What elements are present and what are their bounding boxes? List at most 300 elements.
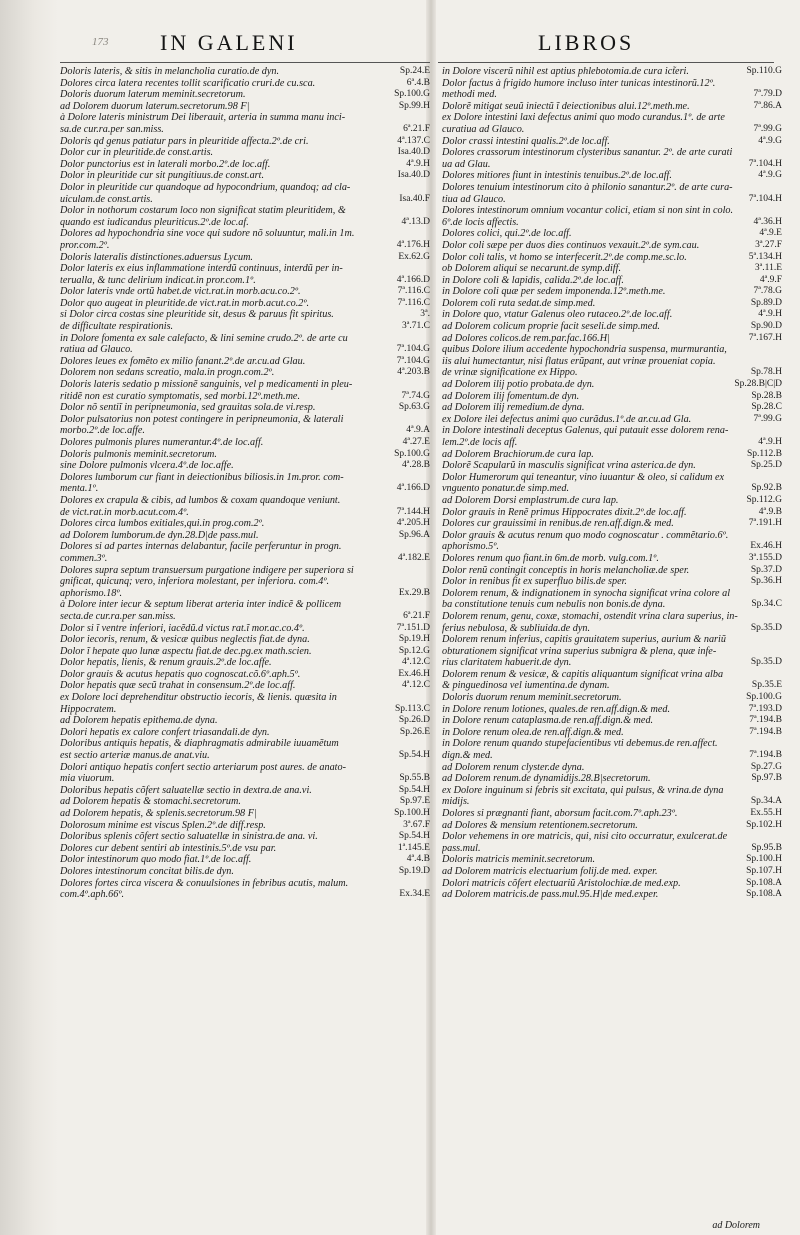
entry-text: Dolores intestinorum concitat bilis.de dyn. xyxy=(60,865,234,877)
index-entry-line xyxy=(442,402,782,414)
index-entry-line xyxy=(60,762,430,774)
entry-text: Dolor intestinorum quo modo fiat.1º.de loc.aff. xyxy=(60,854,252,866)
entry-text: ad Dolorem ilij potio probata.de dyn. xyxy=(442,379,595,391)
index-entry-line xyxy=(442,785,782,797)
entry-text: Dolori hepatis ex calore confert triasandali.de dyn. xyxy=(60,726,270,738)
entry-text: Dolores fortes circa viscera & conuulsiones in febribus acutis, malum. xyxy=(60,877,349,889)
index-entry-line xyxy=(60,414,430,426)
index-entry-line xyxy=(442,530,782,542)
index-entry-line xyxy=(60,402,430,414)
entry-text: à Dolore lateris ministrum Dei liberauit, arteria in summa manu inci- xyxy=(60,112,346,124)
entry-reference: Sp.28.C xyxy=(751,402,782,413)
entry-reference: Sp.89.D xyxy=(750,297,782,308)
index-entry-line xyxy=(442,634,782,646)
entry-reference: Ex.29.B xyxy=(398,587,430,598)
entry-reference: Ex.34.E xyxy=(399,889,430,900)
entry-reference: Sp.99.H xyxy=(398,100,430,111)
entry-text: Dolor coli talis, vt homo se interfecerit.2º.de comp.me.sc.lo. xyxy=(442,251,687,263)
index-entry-line xyxy=(442,657,782,669)
entry-text: Dolores pulmonis plures numerantur.4º.de loc.aff. xyxy=(60,437,264,448)
entry-text: in Dolore quo, vtatur Galenus oleo rutaceo.2º.de loc.aff. xyxy=(442,309,673,321)
entry-reference: 4ª.36.H xyxy=(753,216,782,227)
entry-text: Dolor punctorius est in laterali morbo.2º.de loc.aff. xyxy=(60,158,271,170)
index-entry-line xyxy=(442,820,782,832)
index-entry-line xyxy=(60,866,430,878)
entry-text: ad Dolores colicos.de rem.par.fac.166.H| xyxy=(442,332,610,344)
entry-reference: Sp.54.H xyxy=(398,831,430,842)
index-entry-line xyxy=(442,889,782,901)
entry-text: Dolor factus à frigido humore incluso inter tunicas intestinorũ.12º. xyxy=(442,77,716,89)
index-entry-line xyxy=(60,425,430,437)
entry-reference: Sp.110.G xyxy=(746,66,782,76)
index-entry-line xyxy=(442,831,782,843)
entry-text: rius claritatem habuerit.de dyn. xyxy=(442,657,572,669)
entry-text: Doloris qd genus patiatur pars in pleuritide affecta.2º.de cri. xyxy=(60,135,309,147)
entry-text: lem.2º.de locis aff. xyxy=(442,437,518,448)
entry-reference: Ex.62.G xyxy=(398,251,430,262)
index-entry-line xyxy=(60,344,430,356)
entry-text: vnguento ponatur.de simp.med. xyxy=(442,483,570,495)
index-entry-line xyxy=(60,831,430,843)
index-column-right xyxy=(442,66,782,901)
entry-reference: Sp.100.H xyxy=(394,808,430,818)
index-entry-line xyxy=(442,194,782,206)
index-entry-line xyxy=(442,518,782,530)
entry-text: ferius nebulosa, & subliuida.de dyn. xyxy=(442,622,590,634)
entry-reference: Sp.90.D xyxy=(750,321,782,332)
entry-reference: 4ª.166.D xyxy=(396,274,430,285)
index-entry-line xyxy=(442,159,782,171)
entry-text: curatiua ad Glauco. xyxy=(442,123,525,135)
index-entry-line xyxy=(60,657,430,669)
index-entry-line xyxy=(60,298,430,310)
entry-text: uiculam.de const.artis. xyxy=(60,193,153,205)
entry-text: quando est iudicandus pleuriticus.2º.de loc.af. xyxy=(60,216,249,228)
entry-text: Dolores leues ex fomẽto ex milio fanant.2º.de ar.cu.ad Glau. xyxy=(60,355,306,367)
entry-text: est sectio arteriæ manus.de anat.viu. xyxy=(60,750,210,762)
entry-reference: 7ª.193.D xyxy=(748,703,782,714)
entry-text: Dolor lateris ex eius inflammatione interdũ continuus, interdũ per in- xyxy=(60,263,343,275)
entry-text: gnificat, quicunq; vero, inferiora molestant, per inferiora. com.4º. xyxy=(60,576,330,588)
entry-text: methodi med. xyxy=(442,89,497,101)
index-entry-line xyxy=(60,159,430,171)
entry-reference: Sp.28.B xyxy=(751,390,782,401)
entry-text: Dolor in pleuritide cur quandoque ad hypocondrium, quandoq; ad cla- xyxy=(60,181,351,193)
entry-reference: 3ª.71.C xyxy=(402,321,430,332)
index-entry-line xyxy=(442,495,782,507)
entry-reference: 4ª.9.G xyxy=(758,135,782,146)
index-entry-line xyxy=(442,715,782,727)
entry-text: Dolores si prægnanti fiant, aborsum facit.com.7º.aph.23º. xyxy=(442,808,678,819)
entry-reference: Ex.46.H xyxy=(398,668,430,679)
index-entry-line xyxy=(60,333,430,345)
entry-text: Dolor iecoris, renum, & vesicæ quibus neglectis fiat.de dyna. xyxy=(60,634,310,646)
entry-reference: 1ª.145.E xyxy=(397,842,430,853)
entry-reference: 7ª.79.D xyxy=(753,89,782,100)
entry-text: ad Dolorem matricis.de pass.mul.95.H|de med.exper. xyxy=(442,889,659,901)
entry-text: Doloris lateris, & sitis in melancholia curatio.de dyn. xyxy=(60,66,280,77)
entry-reference: Sp.108.A xyxy=(746,889,782,900)
index-entry-line xyxy=(60,379,430,391)
index-entry-line xyxy=(442,367,782,379)
entry-text: ad Dolorem renum.de dynamidijs.28.B|secretorum. xyxy=(442,773,651,785)
entry-text: quibus Dolore ilium accedente hypochondria suspensa, murmurantia, xyxy=(442,344,727,356)
index-entry-line xyxy=(60,112,430,124)
index-entry-line xyxy=(60,252,430,264)
index-entry-line xyxy=(442,773,782,785)
index-entry-line xyxy=(60,576,430,588)
entry-text: Dolores lumborum cur fiant in deiectionibus biliosis.in 1m.pror. com- xyxy=(60,471,344,483)
entry-text: commen.3º. xyxy=(60,552,108,564)
entry-reference: Sp.100.G xyxy=(746,692,782,703)
entry-text: Dolor cur in pleuritide.de const.artis. xyxy=(60,147,214,159)
entry-text: ad Dolorem colicum proprie facit seseli.de simp.med. xyxy=(442,321,660,333)
index-entry-line xyxy=(60,565,430,577)
entry-text: ad Dolorem lumborum.de dyn.28.D|de pass.mul. xyxy=(60,529,259,541)
entry-reference: 4ª.9.A xyxy=(406,425,430,436)
index-entry-line xyxy=(442,298,782,310)
index-entry-line xyxy=(442,796,782,808)
entry-text: in Dolore intestinali deceptus Galenus, qui putauit esse dolorem rena- xyxy=(442,425,729,437)
entry-text: Dolores ad hypochondria sine voce qui sudore nõ soluuntur, mali.in 1m. xyxy=(60,228,355,240)
entry-text: Doloribus splenis cõfert sectio saluatellæ in sinistra.de ana. vi. xyxy=(60,831,318,843)
index-entry-line xyxy=(442,182,782,194)
entry-text: ex Dolore ilei defectus animi quo curãdus.1º.de ar.cu.ad Gla. xyxy=(442,413,692,425)
entry-text: Dolor pulsatorius non potest contingere in peripneumonia, & laterali xyxy=(60,413,344,425)
entry-reference: Sp.54.H xyxy=(398,784,430,795)
entry-reference: 6ª.21.F xyxy=(403,123,430,134)
entry-text: Dolorem renum, & indignationem in synocha significat vrina colore al xyxy=(442,587,731,599)
index-entry-line xyxy=(442,321,782,333)
entry-text: sine Dolore pulmonis vlcera.4º.de loc.affe. xyxy=(60,460,234,472)
index-entry-line xyxy=(442,553,782,565)
running-head-right: LIBROS xyxy=(538,30,635,55)
index-entry-line xyxy=(442,692,782,704)
index-entry-line xyxy=(60,785,430,797)
entry-text: Dolorosum minime est viscus Splen.2º.de diff.resp. xyxy=(60,819,266,831)
entry-reference: 7ª.86.A xyxy=(753,100,782,111)
entry-reference: 4ª.27.E xyxy=(402,437,430,447)
entry-text: ad Dolores & mensium retentionem.secretorum. xyxy=(442,819,638,831)
index-entry-line xyxy=(60,773,430,785)
index-entry-line xyxy=(60,808,430,820)
entry-reference: 7ª.104.G xyxy=(396,355,430,366)
entry-text: Doloris matricis meminit.secretorum. xyxy=(442,854,595,866)
entry-text: à Dolore inter iecur & septum liberat arteria inter indicẽ & pollicem xyxy=(60,599,342,611)
index-entry-line xyxy=(442,541,782,553)
index-entry-line xyxy=(442,588,782,600)
index-entry-line xyxy=(60,240,430,252)
index-entry-line xyxy=(60,147,430,159)
folio-number: 173 xyxy=(92,36,109,48)
entry-text: Dolor hepatis, lienis, & renum grauis.2º.de loc.affe. xyxy=(60,657,272,669)
index-entry-line xyxy=(442,309,782,321)
entry-text: Dolori matricis cõfert electuariũ Aristolochiæ.de med.exp. xyxy=(442,877,681,889)
index-entry-line xyxy=(60,286,430,298)
entry-text: Dolorem coli ruta sedat.de simp.med. xyxy=(442,297,596,309)
entry-reference: Sp.100.G xyxy=(394,89,430,100)
entry-text: Dolores supra septum transuersum purgatione indigere per superiora si xyxy=(60,564,354,576)
entry-text: Dolori antiquo hepatis confert sectio arteriarum post aures. de anato- xyxy=(60,761,346,773)
entry-text: mia viuorum. xyxy=(60,773,115,785)
entry-reference: 7ª.167.H xyxy=(748,332,782,343)
index-entry-line xyxy=(442,808,782,820)
entry-text: Dolores ex crapula & cibis, ad lumbos & coxam quandoque veniunt. xyxy=(60,494,341,506)
index-entry-line xyxy=(60,205,430,217)
entry-text: Dolores circa latera recentes tollit scarificatio cruri.de cu.sca. xyxy=(60,77,316,89)
entry-reference: Sp.35.D xyxy=(750,622,782,633)
index-entry-line xyxy=(60,136,430,148)
entry-text: ex Dolore intestini laxi defectus animi quo modo curandus.1º. de arte xyxy=(442,112,725,124)
entry-reference: 4ª.9.H xyxy=(406,158,430,169)
entry-reference: Sp.108.A xyxy=(746,877,782,888)
entry-text: Dolor in nothorum costarum loco non significat statim pleuritidem, & xyxy=(60,205,346,217)
entry-reference: Isa.40.D xyxy=(397,147,430,158)
entry-reference: 3ª. xyxy=(420,309,430,320)
index-entry-line xyxy=(442,112,782,124)
entry-reference: Sp.28.B|C|D xyxy=(734,379,782,390)
index-entry-line xyxy=(60,530,430,542)
index-entry-line xyxy=(442,356,782,368)
entry-text: Doloribus hepatis cõfert saluatellæ sectio in dextra.de ana.vi. xyxy=(60,784,312,796)
catchword: ad Dolorem xyxy=(712,1220,760,1231)
entry-reference: 4ª.28.B xyxy=(402,460,430,471)
entry-reference: 7ª.104.H xyxy=(748,158,782,169)
entry-text: Dolor in renibus fit ex superfluo bilis.de sper. xyxy=(442,576,627,588)
entry-text: Dolores crassorum intestinorum clysteribus sanantur. 2º. de arte curati xyxy=(442,147,733,159)
entry-text: Dolorem renum inferius, capitis grauitatem superius, aurium & nariũ xyxy=(442,634,726,646)
entry-reference: 7ª.74.G xyxy=(401,390,430,401)
entry-text: morbo.2º.de loc.affe. xyxy=(60,425,145,437)
entry-text: Dolor quo augeat in pleuritide.de vict.rat.in morb.acut.co.2º. xyxy=(60,297,310,309)
index-entry-line xyxy=(442,379,782,391)
index-entry-line xyxy=(442,333,782,345)
index-entry-line xyxy=(442,460,782,472)
index-entry-line xyxy=(442,147,782,159)
entry-text: si Dolor circa costas sine pleuritide sit, desus & paruus fit spiritus. xyxy=(60,309,334,321)
entry-reference: Sp.113.C xyxy=(394,703,430,714)
index-entry-line xyxy=(442,483,782,495)
index-entry-line xyxy=(442,391,782,403)
entry-text: ad Dolorem Dorsi emplastrum.de cura lap. xyxy=(442,494,619,506)
entry-reference: 4ª.4.B xyxy=(406,854,430,865)
entry-reference: 7ª.151.D xyxy=(396,622,430,633)
index-entry-line xyxy=(60,321,430,333)
entry-text: sa.de cur.ra.per san.miss. xyxy=(60,123,164,135)
entry-text: Dolores renum quo fiant.in 6m.de morb. vulg.com.1º. xyxy=(442,552,659,564)
running-head-left: IN GALENI xyxy=(160,30,298,55)
entry-text: Dolores si ad partes internas delabantur, facile perferuntur in progn. xyxy=(60,541,342,553)
index-entry-line xyxy=(442,866,782,878)
index-entry-line xyxy=(60,669,430,681)
entry-text: Doloris pulmonis meminit.secretorum. xyxy=(60,448,217,460)
index-entry-line xyxy=(60,588,430,600)
entry-reference: 7ª.99.G xyxy=(753,123,782,134)
entry-text: ad Dolorem renum clyster.de dyna. xyxy=(442,761,585,773)
index-entry-line xyxy=(60,275,430,287)
index-entry-line xyxy=(60,623,430,635)
index-entry-line xyxy=(60,356,430,368)
index-entry-line xyxy=(60,704,430,716)
index-entry-line xyxy=(60,391,430,403)
entry-reference: Sp.54.H xyxy=(398,750,430,761)
entry-reference: Sp.26.D xyxy=(398,715,430,726)
index-entry-line xyxy=(442,680,782,692)
entry-text: secta.de cur.ra.per san.miss. xyxy=(60,610,176,622)
entry-text: Dolor renũ contingit conceptis in horis melancholiæ.de sper. xyxy=(442,564,690,576)
entry-reference: Sp.36.H xyxy=(750,576,782,587)
index-entry-line xyxy=(60,553,430,565)
entry-reference: Sp.97.B xyxy=(751,773,782,784)
entry-text: Dolores tenuium intestinorum cito à philonio sanantur.2º. de arte cura- xyxy=(442,181,733,193)
index-column-left xyxy=(60,66,430,901)
entry-text: Dolor vehemens in ore matricis, qui, nisi cito occurratur, exulcerat.de xyxy=(442,831,728,843)
entry-text: Dolores mitiores fiunt in intestinis tenuibus.2º.de loc.aff. xyxy=(442,170,672,182)
index-entry-line xyxy=(60,727,430,739)
entry-text: ex Dolore inguinum si febris sit excitata, qui pulsus, & vrina.de dyna xyxy=(442,784,724,796)
index-entry-line xyxy=(60,854,430,866)
entry-text: Doloris duorum renum meminit.secretorum. xyxy=(442,692,622,704)
index-entry-line xyxy=(442,263,782,275)
entry-reference: Isa.40.D xyxy=(397,170,430,181)
entry-text: dign.& med. xyxy=(442,750,493,762)
entry-reference: 6ª.21.F xyxy=(403,610,430,621)
index-entry-line xyxy=(442,275,782,287)
entry-text: Dolor in pleuritide cur sit pungitiuus.de const.art. xyxy=(60,170,265,182)
entry-text: tiua ad Glauco. xyxy=(442,193,506,205)
entry-text: de vrinæ significatione ex Hippo. xyxy=(442,367,578,379)
entry-reference: 4ª.13.D xyxy=(401,216,430,227)
entry-reference: 4ª.176.H xyxy=(396,239,430,250)
entry-reference: 3ª.155.D xyxy=(748,552,782,563)
index-entry-line xyxy=(60,263,430,275)
index-entry-line xyxy=(442,286,782,298)
entry-text: Dolores colici, qui.2º.de loc.aff. xyxy=(442,228,572,240)
entry-text: aphorismo.5º. xyxy=(442,541,499,553)
entry-reference: 7ª.194.B xyxy=(749,715,782,726)
index-entry-line xyxy=(60,495,430,507)
entry-reference: Sp.26.E xyxy=(399,726,430,737)
entry-text: ex Dolore loci deprehenditur obstructio iecoris, & lienis. quæsita in xyxy=(60,692,337,704)
entry-reference: Sp.55.B xyxy=(399,773,430,784)
entry-text: Dolor grauis & acutus hepatis quo cognoscat.cõ.6º.aph.5º. xyxy=(60,668,301,680)
index-entry-line xyxy=(60,692,430,704)
entry-text: in Dolore coli quæ per sedem imponenda.12º.meth.me. xyxy=(442,286,666,298)
index-entry-line xyxy=(442,240,782,252)
entry-reference: Sp.107.H xyxy=(746,865,782,876)
entry-text: Dolorem renum, genu, coxæ, stomachi, ostendit vrina clara superius, in- xyxy=(442,610,738,622)
entry-text: Dolores intestinorum omnium vocantur colici, etiam si non sint in colo. xyxy=(442,205,734,217)
entry-text: ad Dolorem Brachiorum.de cura lap. xyxy=(442,448,594,460)
index-entry-line xyxy=(60,750,430,762)
entry-text: ad Dolorem hepatis epithema.de dyna. xyxy=(60,715,218,727)
index-entry-line xyxy=(442,704,782,716)
entry-reference: Sp.12.G xyxy=(398,645,430,656)
index-entry-line xyxy=(442,750,782,762)
entry-text: Doloris duorum laterum meminit.secretorum. xyxy=(60,89,246,101)
entry-text: in Dolore coli & lapidis, calida.2º.de loc.aff. xyxy=(442,274,624,286)
index-entry-line xyxy=(60,507,430,519)
entry-reference: Sp.112.G xyxy=(746,494,782,505)
entry-text: ad Dolorem hepatis, & splenis.secretorum.98 F| xyxy=(60,808,257,819)
entry-text: ba constitutione tenuis cum nebulis non bonis.de dyna. xyxy=(442,599,666,611)
entry-text: Dolores cur debent sentiri ab intestinis.5º.de vsu par. xyxy=(60,842,277,854)
entry-reference: 4ª.203.B xyxy=(397,367,430,378)
entry-text: Dolorẽ Scapularũ in masculis significat vrina asterica.de dyn. xyxy=(442,460,696,472)
index-entry-line xyxy=(442,205,782,217)
index-entry-line xyxy=(442,66,782,78)
entry-reference: 4ª.137.C xyxy=(397,135,430,146)
entry-reference: 7ª.116.C xyxy=(397,297,430,308)
entry-reference: 4ª.9.B xyxy=(758,506,782,517)
page-left-edge xyxy=(0,0,58,1235)
entry-text: ad Dolorem ilij remedium.de dyna. xyxy=(442,402,585,414)
entry-text: Dolorem non sedans screatio, mala.in progn.com.2º. xyxy=(60,367,275,379)
index-entry-line xyxy=(60,367,430,379)
index-entry-line xyxy=(442,170,782,182)
entry-text: ua ad Glau. xyxy=(442,158,491,170)
index-entry-line xyxy=(442,738,782,750)
entry-text: Dolores cur grauissimi in renibus.de ren.aff.dign.& med. xyxy=(442,518,674,530)
entry-text: aphorismo.18º. xyxy=(60,587,123,599)
entry-reference: 3ª.67.F xyxy=(403,819,430,830)
entry-reference: 4ª.9.H xyxy=(758,309,782,320)
entry-text: ad Dolorem duorum laterum.secretorum.98 F| xyxy=(60,100,250,112)
index-entry-line xyxy=(60,217,430,229)
index-entry-line xyxy=(60,182,430,194)
index-entry-line xyxy=(442,414,782,426)
index-entry-line xyxy=(442,101,782,113)
index-entry-line xyxy=(60,646,430,658)
entry-text: ritidẽ non est curatio symptomatis, sed morbi.12º.meth.me. xyxy=(60,390,300,402)
index-entry-line xyxy=(442,344,782,356)
entry-text: in Dolore renum lotiones, quales.de ren.aff.dign.& med. xyxy=(442,703,671,715)
entry-text: de difficultate respirationis. xyxy=(60,321,174,333)
entry-text: Dolorẽ mitigat seuũ iniectũ ĩ deiectionibus alui.12º.meth.me. xyxy=(442,100,690,112)
entry-reference: Sp.34.A xyxy=(750,796,782,807)
entry-text: Dolor lateris vnde ortũ habet.de vict.rat.in morb.acu.co.2º. xyxy=(60,286,301,298)
entry-reference: Sp.100.H xyxy=(746,854,782,865)
index-entry-line xyxy=(60,738,430,750)
index-entry-line xyxy=(60,634,430,646)
entry-text: in Dolore renum olea.de ren.aff.dign.& med. xyxy=(442,726,624,738)
entry-text: Dolor hepatis quæ secũ trahat in consensum.2º.de loc.aff. xyxy=(60,680,296,692)
index-entry-line xyxy=(60,101,430,113)
index-entry-line xyxy=(442,727,782,739)
entry-reference: Sp.78.H xyxy=(750,367,782,378)
entry-reference: Ex.55.H xyxy=(750,808,782,818)
header-rule-left xyxy=(60,62,430,63)
entry-reference: 7ª.191.H xyxy=(748,518,782,529)
index-entry-line xyxy=(442,623,782,635)
entry-text: Dolores circa lumbos exitiales,qui.in prog.com.2º. xyxy=(60,518,265,530)
entry-reference: Sp.63.G xyxy=(398,402,430,413)
index-entry-line xyxy=(442,762,782,774)
index-entry-line xyxy=(60,541,430,553)
entry-reference: 7ª.194.B xyxy=(749,726,782,737)
index-entry-line xyxy=(60,460,430,472)
index-entry-line xyxy=(60,228,430,240)
entry-reference: 4ª.9.G xyxy=(758,170,782,181)
entry-text: 6º.de locis affectis. xyxy=(442,216,519,228)
entry-reference: Sp.35.E xyxy=(751,680,782,691)
entry-reference: 6ª.4.B xyxy=(406,77,430,88)
entry-text: Hippocratem. xyxy=(60,703,117,715)
index-entry-line xyxy=(60,518,430,530)
entry-reference: 4ª.9.F xyxy=(759,274,782,285)
entry-text: Dolorem renum & vesicæ, & capitis aliquantum significat vrina alba xyxy=(442,668,724,680)
index-entry-line xyxy=(442,252,782,264)
